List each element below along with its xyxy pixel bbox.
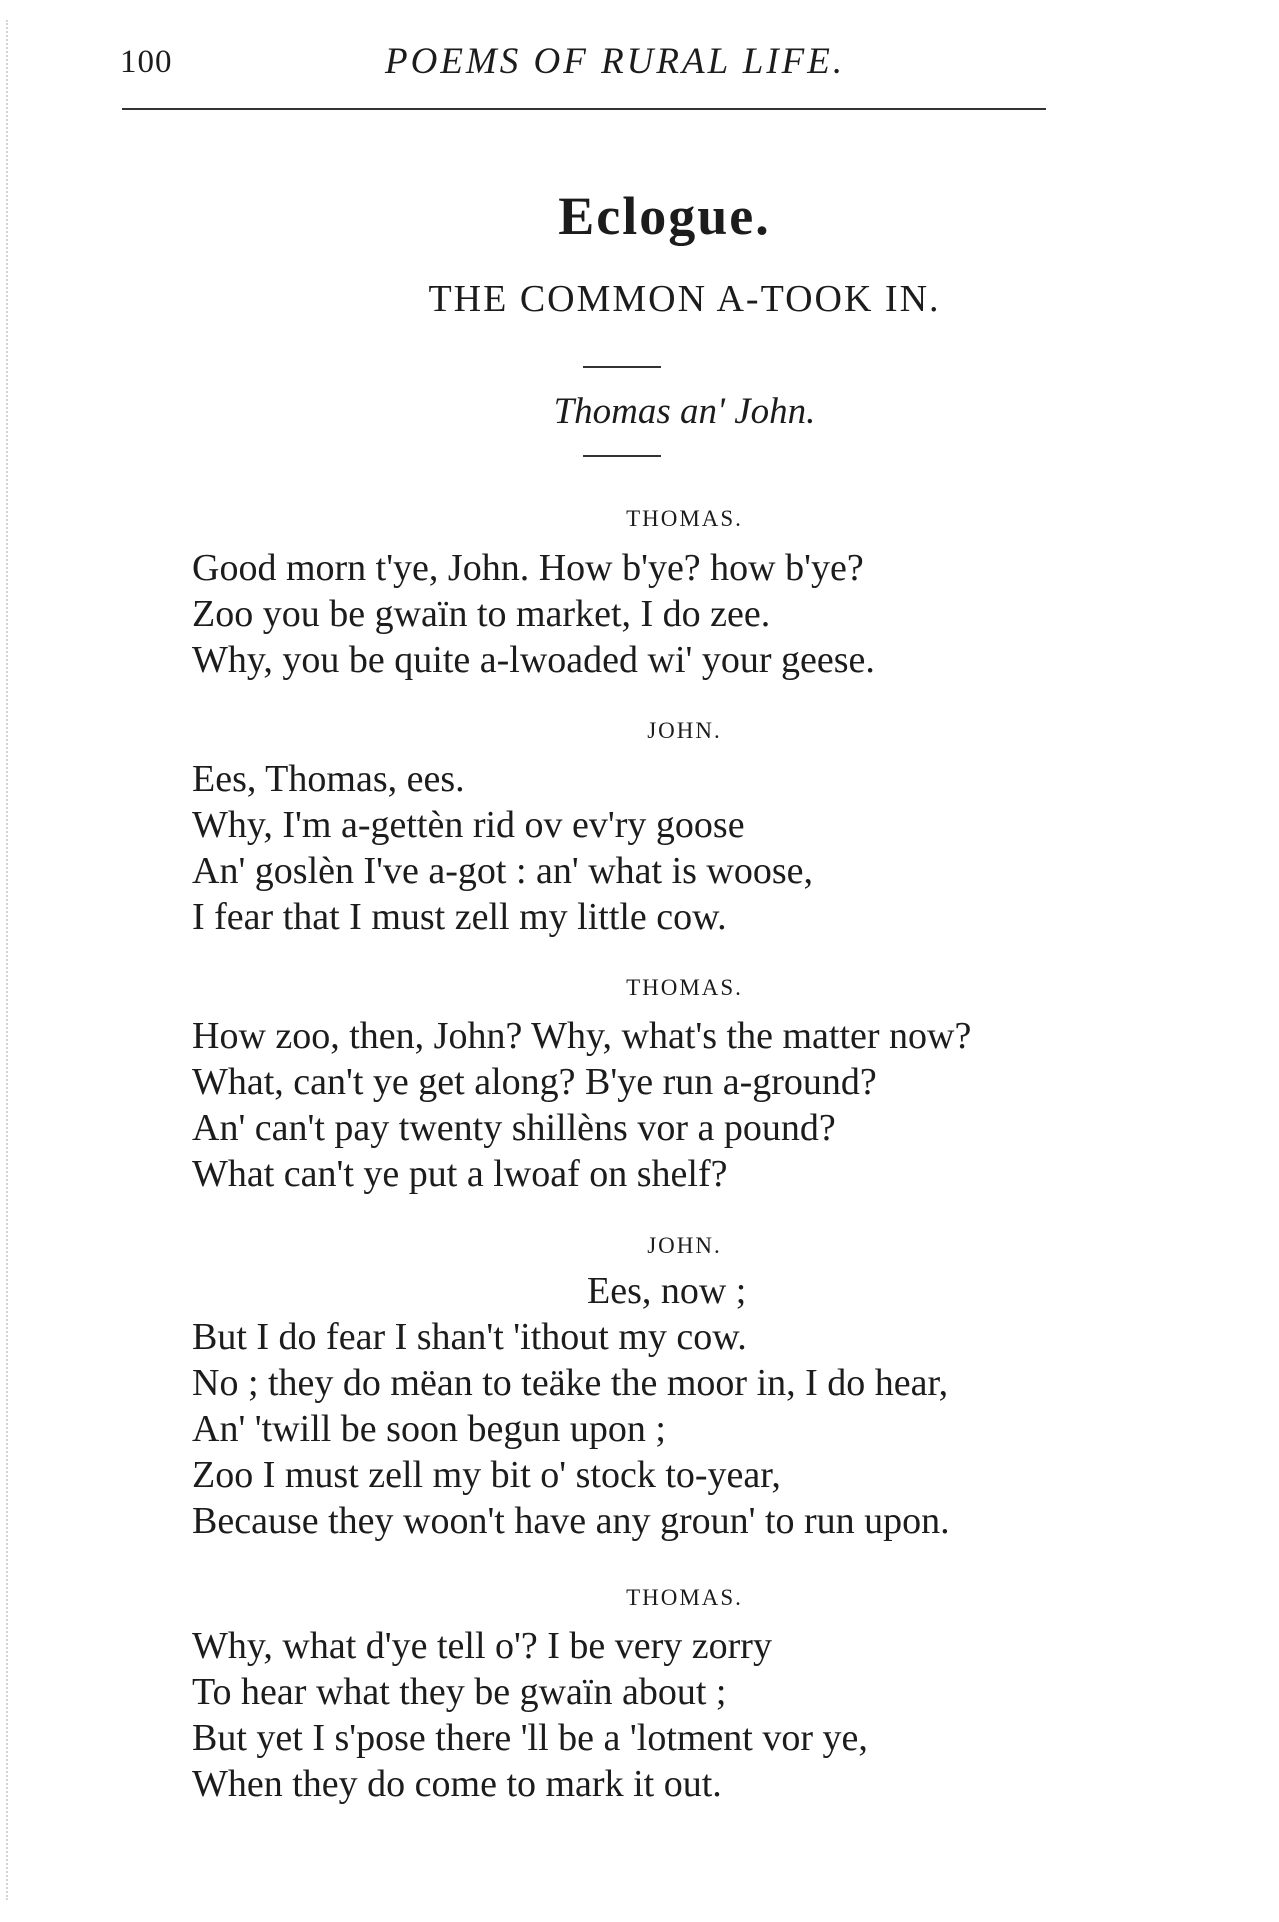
verse-line-indented: Ees, now ; (587, 1270, 747, 1312)
verse-line: Why, what d'ye tell o'? I be very zorry (192, 1625, 772, 1667)
verse-line: Good morn t'ye, John. How b'ye? how b'ye? (192, 547, 864, 589)
personae: Thomas an' John. (553, 391, 816, 432)
header-rule (122, 108, 1046, 110)
page-number: 100 (120, 44, 173, 80)
speaker-label: THOMAS. (626, 975, 743, 1000)
stanza (192, 1013, 1192, 1197)
verse-line: I fear that I must zell my little cow. (192, 896, 727, 938)
verse-line: To hear what they be gwaïn about ; (192, 1671, 727, 1713)
verse-line: Because they woon't have any groun' to run upon. (192, 1500, 950, 1542)
eclogue-heading: Eclogue. (558, 186, 771, 246)
verse-line: What can't ye put a lwoaf on shelf? (192, 1153, 728, 1195)
speaker-label: JOHN. (647, 1233, 722, 1258)
poem-title: THE COMMON A-TOOK IN. (428, 278, 941, 320)
verse-line: Zoo I must zell my bit o' stock to-year, (192, 1454, 781, 1496)
verse-line: Ees, Thomas, ees. (192, 758, 465, 800)
verse-line: Zoo you be gwaïn to market, I do zee. (192, 593, 771, 635)
stanza (192, 756, 1192, 940)
verse-line: Why, I'm a-gettèn rid ov ev'ry goose (192, 804, 745, 846)
title-rule-bottom (583, 455, 661, 457)
stanza (192, 545, 1192, 683)
verse-line: An' 'twill be soon begun upon ; (192, 1408, 666, 1450)
verse-line: An' can't pay twenty shillèns vor a pound? (192, 1107, 836, 1149)
verse-line: But I do fear I shan't 'ithout my cow. (192, 1316, 747, 1358)
stanza (192, 1623, 1192, 1807)
speaker-label: THOMAS. (626, 1585, 743, 1610)
verse-line: But yet I s'pose there 'll be a 'lotment vor ye, (192, 1717, 868, 1759)
verse-line: No ; they do mëan to teäke the moor in, I do hear, (192, 1362, 949, 1404)
running-title: POEMS OF RURAL LIFE. (385, 41, 846, 82)
title-rule-top (583, 366, 661, 368)
speaker-label: JOHN. (647, 718, 722, 743)
verse-line: Why, you be quite a-lwoaded wi' your geese. (192, 639, 875, 681)
stanza (192, 1268, 1192, 1544)
verse-line: An' goslèn I've a-got : an' what is woose, (192, 850, 814, 892)
verse-line: What, can't ye get along? B'ye run a-ground? (192, 1061, 877, 1103)
verse-line: When they do come to mark it out. (192, 1763, 722, 1805)
verse-line: How zoo, then, John? Why, what's the matter now? (192, 1015, 972, 1057)
speaker-label: THOMAS. (626, 506, 743, 531)
